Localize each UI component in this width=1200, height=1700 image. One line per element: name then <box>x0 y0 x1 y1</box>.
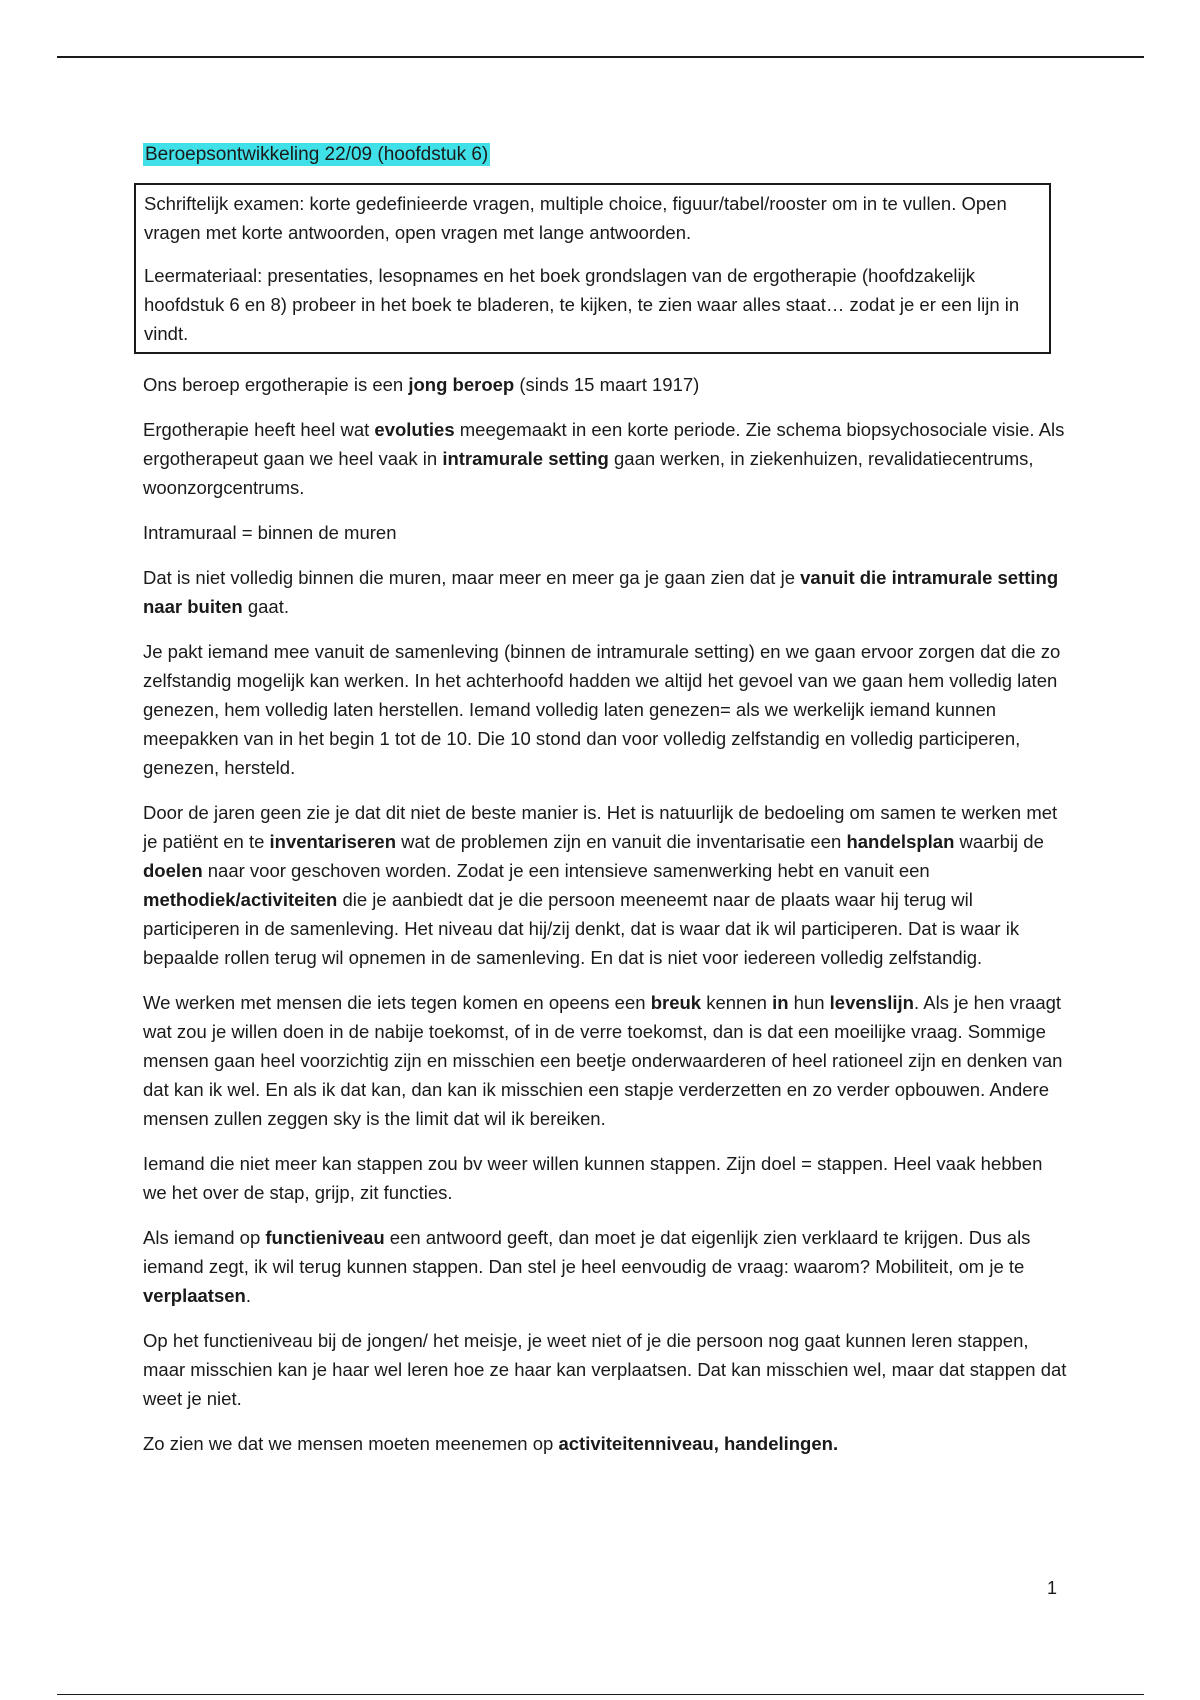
paragraph <box>143 1326 1068 1413</box>
text-run: . <box>245 1285 251 1306</box>
paragraph <box>143 988 1068 1133</box>
paragraph <box>143 1223 1068 1310</box>
header-rule <box>57 56 1144 58</box>
bold-term: in <box>772 992 789 1013</box>
bold-term: intramurale setting <box>442 448 609 469</box>
paragraph <box>143 1429 1068 1458</box>
document-page <box>143 143 1068 1474</box>
paragraph <box>143 563 1068 621</box>
bold-term: breuk <box>650 992 702 1013</box>
document-title <box>143 143 1068 167</box>
paragraph <box>143 1149 1068 1207</box>
text-run: Dat is niet volledig binnen die muren, maar meer en meer ga je gaan zien dat je <box>143 567 801 588</box>
box-paragraph-material: Leermateriaal: presentaties, lesopnames en het boek grondslagen van de ergotherapie (hoofdzakelijk hoofdstuk 6 en 8) probeer in het boek te bladeren, te kijken, te zien waar alles staat… zodat je er een lijn in vindt. <box>144 265 1020 344</box>
exam-info-box <box>134 183 1051 354</box>
paragraph <box>143 637 1068 782</box>
text-run: hun <box>788 992 830 1013</box>
bold-term: activiteitenniveau, handelingen. <box>558 1433 839 1454</box>
text-run: kennen <box>701 992 773 1013</box>
bold-term: functieniveau <box>265 1227 385 1248</box>
box-paragraph-exam: Schriftelijk examen: korte gedefinieerde vragen, multiple choice, figuur/tabel/rooster om in te vullen. Open vragen met korte antwoorden, open vragen met lange antwoorden. <box>144 193 1007 243</box>
text-run: Ons beroep ergotherapie is een <box>143 374 409 395</box>
text-run: meegemaakt in een korte periode. Zie schema biopsychosociale visie. Als ergotherapeut gaan we heel vaak in <box>143 419 1065 469</box>
bold-term: inventariseren <box>269 831 396 852</box>
text-run: Als iemand op <box>143 1227 266 1248</box>
bold-term: jong beroep <box>408 374 515 395</box>
bold-term: verplaatsen <box>143 1285 246 1306</box>
text-run: wat de problemen zijn en vanuit die inventarisatie een <box>396 831 847 852</box>
text-run: Ergotherapie heeft heel wat <box>143 419 375 440</box>
bold-term: doelen <box>143 860 203 881</box>
paragraph <box>143 798 1068 972</box>
paragraph <box>143 370 1068 399</box>
paragraph <box>143 518 1068 547</box>
bold-term: evoluties <box>374 419 455 440</box>
text-run: Door de jaren geen zie je dat dit niet de beste manier is. Het is natuurlijk de bedoeling om samen te werken met je patiënt en te <box>143 802 1058 852</box>
bold-term: handelsplan <box>846 831 955 852</box>
bold-term: levenslijn <box>829 992 914 1013</box>
text-run: Op het functieniveau bij de jongen/ het meisje, je weet niet of je die persoon nog gaat kunnen leren stappen, maar misschien kan je haar wel leren hoe ze haar kan verplaatsen. Dat kan misschien wel, maar dat stappen dat weet je niet. <box>143 1330 1067 1409</box>
text-run: Iemand die niet meer kan stappen zou bv weer willen kunnen stappen. Zijn doel = stappen. Heel vaak hebben we het over de stap, grijp, zit functies. <box>143 1153 1043 1203</box>
bold-term: vanuit die intramurale setting naar buiten <box>143 567 1059 617</box>
paragraph <box>143 415 1068 502</box>
text-run: gaat. <box>242 596 290 617</box>
text-run: die je aanbiedt dat je die persoon meeneemt naar de plaats waar hij terug wil participeren in de samenleving. Het niveau dat hij/zij denkt, dat is waar dat ik wil participeren. Dat is waar ik bepaalde rollen terug wil opnemen in de samenleving. En dat is niet voor iedereen volledig zelfstandig. <box>143 889 1020 968</box>
page-number: 1 <box>1046 1578 1057 1598</box>
body-text <box>143 370 1068 1458</box>
text-run: gaan werken, in ziekenhuizen, revalidatiecentrums, woonzorgcentrums. <box>143 448 1034 498</box>
text-run: een antwoord geeft, dan moet je dat eigenlijk zien verklaard te krijgen. Dus als iemand zegt, ik wil terug kunnen stappen. Dan stel je heel eenvoudig de vraag: waarom? Mobiliteit, om je te <box>143 1227 1031 1277</box>
text-run: We werken met mensen die iets tegen komen en opeens een <box>143 992 651 1013</box>
text-run: . Als je hen vraagt wat zou je willen doen in de nabije toekomst, of in de verre toekomst, dan is dat een moeilijke vraag. Sommige mensen gaan heel voorzichtig zijn en misschien een beetje onderwaarderen of heel rationeel zijn en denken van dat kan ik wel. En als ik dat kan, dan kan ik misschien een stapje verderzetten en zo verder opbouwen. Andere mensen zullen zeggen sky is the limit dat wil ik bereiken. <box>143 992 1063 1129</box>
text-run: (sinds 15 maart 1917) <box>514 374 700 395</box>
text-run: waarbij de <box>954 831 1044 852</box>
text-run: Je pakt iemand mee vanuit de samenleving (binnen de intramurale setting) en we gaan ervoor zorgen dat die zo zelfstandig mogelijk kan werken. In het achterhoofd hadden we altijd het gevoel van we gaan hem volledig laten genezen, hem volledig laten herstellen. Iemand volledig laten genezen= als we werkelijk iemand kunnen meepakken van in het begin 1 tot de 10. Die 10 stond dan voor volledig zelfstandig en volledig participeren, genezen, hersteld. <box>143 641 1061 778</box>
footer-rule <box>57 1694 1144 1695</box>
highlighted-title: Beroepsontwikkeling 22/09 (hoofdstuk 6) <box>145 144 489 165</box>
text-run: Zo zien we dat we mensen moeten meenemen op <box>143 1433 559 1454</box>
bold-term: methodiek/activiteiten <box>143 889 338 910</box>
text-run: Intramuraal = binnen de muren <box>143 522 397 543</box>
text-run: naar voor geschoven worden. Zodat je een intensieve samenwerking hebt en vanuit een <box>202 860 930 881</box>
